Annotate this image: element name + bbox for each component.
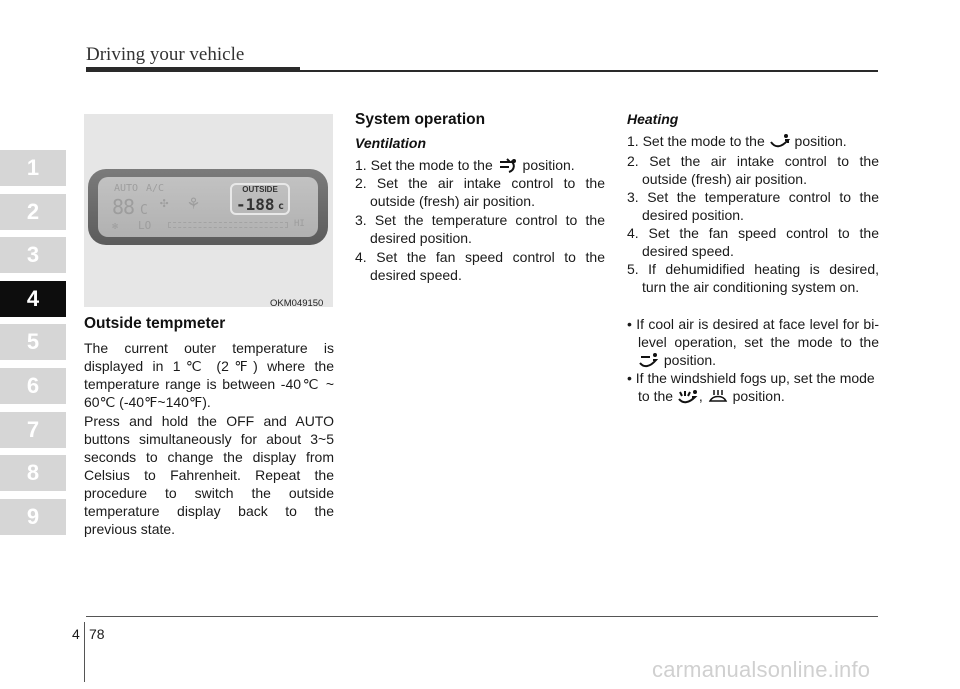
heating-step-5: 5. If dehumidified heating is desired, turn the air conditioning system on. <box>627 261 879 295</box>
vent-face-mode-icon <box>497 158 519 174</box>
chapter-tab-2[interactable]: 2 <box>0 194 66 230</box>
heating-bullet-2-end: position. <box>732 388 785 404</box>
ventilation-step-1 <box>355 156 607 174</box>
heating-step-2: 2. Set the air intake control to the outside (fresh) air position. <box>627 153 879 187</box>
defrost-mode-icon <box>707 389 729 405</box>
outside-tempmeter-para-2: Press and hold the OFF and AUTO buttons simultaneously for about 3~5 seconds to change the display from Celsius to Fahrenheit. Repeat the procedure to switch the outside temperature display back to the previous state. <box>84 413 334 537</box>
vent-bilevel-mode-icon <box>638 353 660 369</box>
watermark-text: carmanualsonline.info <box>652 657 871 682</box>
footer-rule <box>86 616 878 617</box>
page-header-title: Driving your vehicle <box>86 44 245 65</box>
chapter-tab-9[interactable]: 9 <box>0 499 66 535</box>
outside-tempmeter-heading: Outside tempmeter <box>84 315 226 332</box>
lcd-fan-small-icon: ✻ <box>112 221 119 232</box>
ventilation-step-1-text: 1. Set the mode to the <box>355 157 493 173</box>
lcd-lo-label: LO <box>138 219 152 232</box>
heating-step-3: 3. Set the temperature control to the desired position. <box>627 189 879 223</box>
lcd-temp-unit: C <box>140 203 148 218</box>
footer-vertical-rule <box>84 622 85 682</box>
climate-display-bezel <box>88 169 328 245</box>
vent-floor-mode-icon <box>769 134 791 150</box>
lcd-fan-speed-bar <box>168 222 288 228</box>
heating-bullet-1-text: • If cool air is desired at face level for bi-level operation, set the mode to the <box>627 316 879 350</box>
lcd-outside-box <box>230 183 290 215</box>
header-rule-thin <box>300 70 878 72</box>
ventilation-step-3: 3. Set the temperature control to the desired position. <box>355 212 605 246</box>
ventilation-step-4: 4. Set the fan speed control to the desired speed. <box>355 249 605 283</box>
lcd-outside-unit: c <box>278 201 285 212</box>
ventilation-step-2: 2. Set the air intake control to the outside (fresh) air position. <box>355 175 605 209</box>
chapter-tab-4-active[interactable]: 4 <box>0 281 66 317</box>
lcd-fan-icon: ✣ <box>160 195 169 211</box>
lcd-auto-label: AUTO <box>114 183 139 194</box>
lcd-mode-icon: ⚘ <box>188 193 199 214</box>
chapter-tab-7[interactable]: 7 <box>0 412 66 448</box>
ventilation-heading: Ventilation <box>355 135 427 151</box>
chapter-tab-1[interactable]: 1 <box>0 150 66 186</box>
lcd-temp-digits: 88 <box>112 195 135 219</box>
lcd-hi-label: HI <box>294 219 305 229</box>
header-rule-thick <box>86 67 300 72</box>
heating-step-1 <box>627 132 879 150</box>
footer-page-number: 78 <box>89 626 105 642</box>
vent-floor-defrost-mode-icon <box>677 389 699 405</box>
heating-bullet-1-end: position. <box>663 352 717 368</box>
heating-step-1-text: 1. Set the mode to the <box>627 133 765 149</box>
lcd-ac-label: A/C <box>146 183 165 194</box>
heating-bullet-2-text: • If the windshield fogs up, set the mode to the <box>627 370 875 404</box>
heating-bullet-2-sep: , <box>698 388 703 404</box>
chapter-tab-8[interactable]: 8 <box>0 455 66 491</box>
chapter-tab-3[interactable]: 3 <box>0 237 66 273</box>
heating-heading: Heating <box>627 111 679 127</box>
chapter-tab-6[interactable]: 6 <box>0 368 66 404</box>
heating-step-1-end: position. <box>794 133 847 149</box>
chapter-tab-5[interactable]: 5 <box>0 324 66 360</box>
outside-tempmeter-para-1: The current outer temperature is displayed in 1℃ (2℉) where the temperature range is between -40℃ ~ 60℃ (-40℉~140℉). <box>84 340 334 410</box>
lcd-outside-label: OUTSIDE <box>242 185 278 194</box>
photo-code: OKM049150 <box>270 298 324 309</box>
footer-chapter-number: 4 <box>72 626 80 642</box>
lcd-outside-digits: -188 <box>236 195 275 214</box>
heating-bullet-1 <box>627 315 879 369</box>
chapter-tabs <box>0 150 66 542</box>
heating-bullet-2 <box>627 369 879 405</box>
climate-display-lcd <box>98 177 318 237</box>
climate-display-photo <box>84 114 333 307</box>
system-operation-heading: System operation <box>355 111 486 128</box>
ventilation-step-1-end: position. <box>522 157 575 173</box>
heating-step-4: 4. Set the fan speed control to the desired speed. <box>627 225 879 259</box>
